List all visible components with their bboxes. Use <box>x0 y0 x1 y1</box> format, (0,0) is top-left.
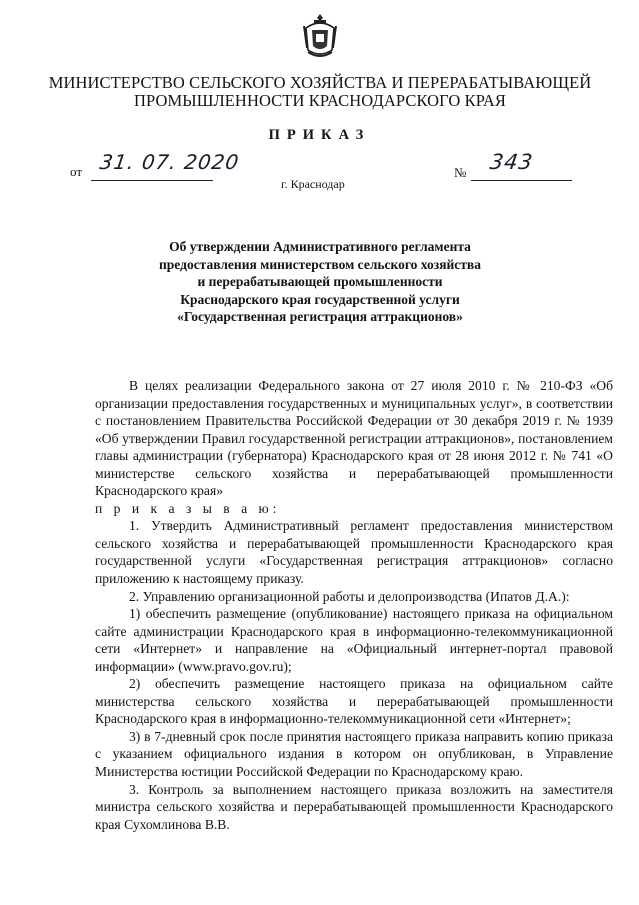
ministry-line-1: МИНИСТЕРСТВО СЕЛЬСКОГО ХОЗЯЙСТВА И ПЕРЕРАБАТЫВАЮЩЕЙ <box>48 73 592 92</box>
from-label: от <box>70 164 83 179</box>
document-title <box>130 238 510 326</box>
ministry-name <box>40 74 600 110</box>
ministry-line-2: ПРОМЫШЛЕННОСТИ КРАСНОДАРСКОГО КРАЯ <box>133 91 507 110</box>
item-2: 2. Управлению организационной работы и делопроизводства (Ипатов Д.А.): <box>129 588 570 604</box>
krasnodar-coat-of-arms-icon <box>302 12 338 60</box>
preamble: В целях реализации Федерального закона от 27 июля 2010 г. № 210-ФЗ «Об организации предоставления государственных и муниципальных услуг», в соответствии с постановлением Правительства Российской Федерации от 30 декабря 2019 г. № 1939 «Об утверждении Правил государственной регистрации аттракционов», постановлением главы администрации (губернатора) Краснодарского края от 28 июня 2012 г. № 741 «О министерстве сельского хозяйства и перерабатывающей промышленности Краснодарского края» <box>95 378 613 499</box>
document-body <box>95 377 613 833</box>
order-date: 31. 07. 2020 <box>98 150 241 174</box>
title-line-5: «Государственная регистрация аттракционов» <box>177 309 463 325</box>
title-line-2: предоставления министерством сельского хозяйства <box>159 256 481 272</box>
document-type: ПРИКАЗ <box>268 127 371 143</box>
number-underline <box>471 180 572 181</box>
title-line-3: и перерабатывающей промышленности <box>197 274 443 290</box>
item-3: 3. Контроль за выполнением настоящего приказа возложить на заместителя министра сельского хозяйства и перерабатывающей промышленности Краснодарского края Сухомлинова В.В. <box>95 781 613 832</box>
title-line-1: Об утверждении Административного регламента <box>169 239 471 254</box>
item-2-3: 3) в 7-дневный срок после принятия настоящего приказа направить копию приказа с указанием официального издания в котором он опубликован, в Управление Министерства юстиции Российской Федерации по Краснодарскому краю. <box>95 728 613 780</box>
number-label: № <box>454 165 467 180</box>
item-1: 1. Утвердить Административный регламент предоставления министерством сельского хозяйства и перерабатывающей промышленности Краснодарского края государственной услуги «Государственная регистрация аттракционов» согласно приложению к настоящему приказу. <box>95 518 613 587</box>
order-word: п р и к а з ы в а ю: <box>95 500 281 516</box>
item-2-1: 1) обеспечить размещение (опубликование) настоящего приказа на официальном сайте администрации Краснодарского края в информационно-телекоммуникационной сети «Интернет» и направление на «Официальный интернет-портал правовой информации» (www.pravo.gov.ru); <box>95 606 613 674</box>
city: г. Краснодар <box>281 177 345 191</box>
item-2-2: 2) обеспечить размещение настоящего приказа на официальном сайте министерства сельского хозяйства и перерабатывающей промышленности Краснодарского края в информационно-телекоммуникационной сети «Интернет»; <box>95 676 613 727</box>
order-number: 343 <box>488 150 535 174</box>
date-underline <box>91 180 213 181</box>
title-line-4: Краснодарского края государственной услуги <box>180 291 460 307</box>
